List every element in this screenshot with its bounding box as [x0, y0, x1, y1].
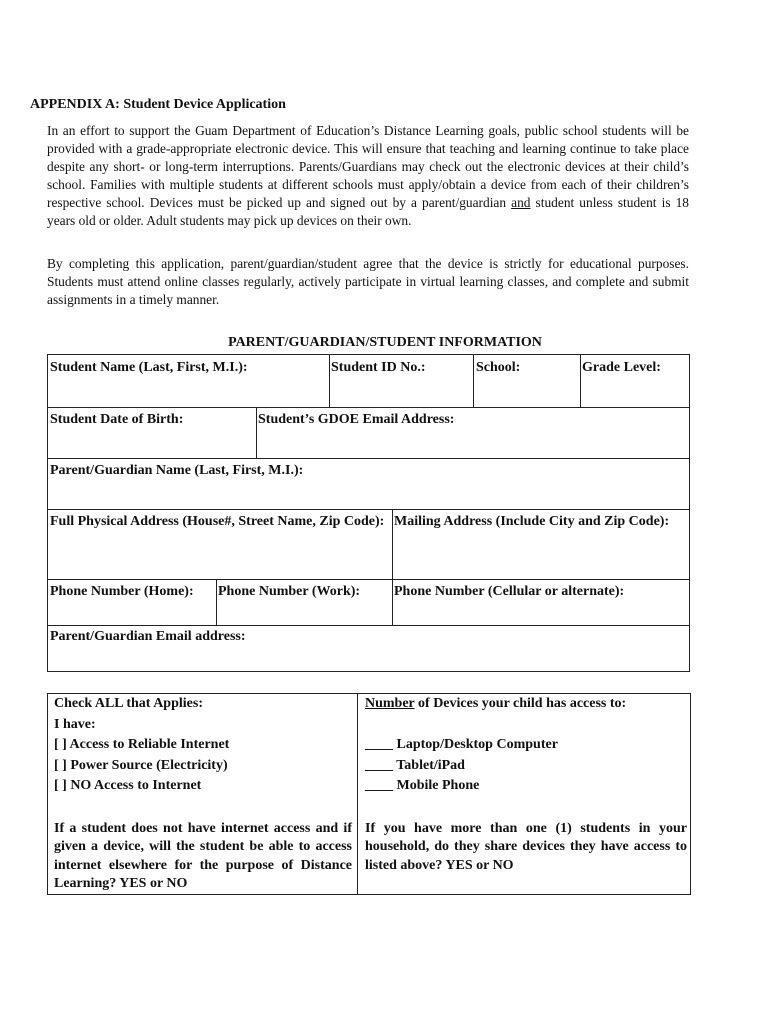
i-have-label: I have: — [54, 716, 96, 732]
col-divider — [357, 694, 358, 894]
gdoe-email-field[interactable]: Student’s GDOE Email Address: — [258, 412, 455, 427]
check-title: Check ALL that Applies: — [54, 696, 203, 711]
intro-paragraph-2: By completing this application, parent/guardian/student agree that the device is strictly for educational purposes. Students must attend online classes regularly, actively participate in virtual learning classes, and complete and submit assignments in a timely manner. — [47, 256, 689, 308]
physical-address-field[interactable]: Full Physical Address (House#, Street Name, Zip Code): — [50, 514, 385, 529]
intro-paragraph-1 — [47, 122, 689, 231]
phone-work-field[interactable]: Phone Number (Work): — [218, 584, 361, 599]
device-laptop[interactable]: ____ Laptop/Desktop Computer — [365, 737, 558, 752]
row-divider — [48, 407, 689, 408]
device-tablet[interactable]: ____ Tablet/iPad — [365, 757, 465, 773]
devices-title-underlined: Number — [365, 696, 415, 711]
check-reliable-internet[interactable]: [ ] Access to Reliable Internet — [54, 737, 230, 752]
devices-title-rest: of Devices your child has access to: — [414, 696, 627, 711]
info-section-title: PARENT/GUARDIAN/STUDENT INFORMATION — [228, 335, 542, 350]
page-heading: APPENDIX A: Student Device Application — [30, 97, 286, 112]
guardian-email-field[interactable]: Parent/Guardian Email address: — [50, 629, 246, 644]
student-name-field[interactable]: Student Name (Last, First, M.I.): — [50, 360, 248, 375]
intro-text-underlined: and — [511, 195, 531, 211]
row-divider — [48, 579, 689, 580]
check-list — [54, 694, 354, 797]
device-access-box — [47, 693, 691, 895]
check-no-internet[interactable]: [ ] NO Access to Internet — [54, 778, 202, 793]
phone-cell-field[interactable]: Phone Number (Cellular or alternate): — [394, 584, 625, 599]
intro-text-a: In an effort to support the Guam Department of Education’s Distance Learning goals, public school students will be provided with a grade-appropriate electronic device. This will ensure that teaching and learning continue to take place despite any short- or long-term interruptions. Parents/Guardians may check out the electronic devices at their child’s school. Families with multiple students at different schools must apply/obtain a device from each of their children’s respective school. Devices must be picked up and signed out by a parent/guardian — [47, 123, 689, 211]
guardian-name-field[interactable]: Parent/Guardian Name (Last, First, M.I.): — [50, 463, 304, 478]
devices-title — [365, 694, 685, 715]
date-of-birth-field[interactable]: Student Date of Birth: — [50, 412, 184, 427]
row-divider — [48, 509, 689, 510]
share-devices-question[interactable]: If you have more than one (1) students in your household, do they share devices they have access to listed above? YES or NO — [365, 821, 687, 873]
grade-level-field[interactable]: Grade Level: — [582, 360, 661, 375]
spacer — [365, 715, 685, 736]
internet-question[interactable]: If a student does not have internet access and if given a device, will the student be able to access internet elsewhere for the purpose of Distance Learning? YES or NO — [54, 821, 352, 891]
intro-text-b: student unless student is 18 years old or older. Adult students may pick up devices on their own. — [47, 195, 689, 229]
phone-home-field[interactable]: Phone Number (Home): — [50, 584, 194, 599]
student-info-form — [47, 354, 690, 672]
student-id-field[interactable]: Student ID No.: — [331, 360, 426, 375]
device-list — [365, 694, 685, 797]
mailing-address-field[interactable]: Mailing Address (Include City and Zip Code): — [394, 514, 670, 529]
row-divider — [48, 458, 689, 459]
check-power-source[interactable]: [ ] Power Source (Electricity) — [54, 757, 228, 773]
school-field[interactable]: School: — [476, 360, 521, 375]
device-mobile[interactable]: ____ Mobile Phone — [365, 778, 480, 793]
